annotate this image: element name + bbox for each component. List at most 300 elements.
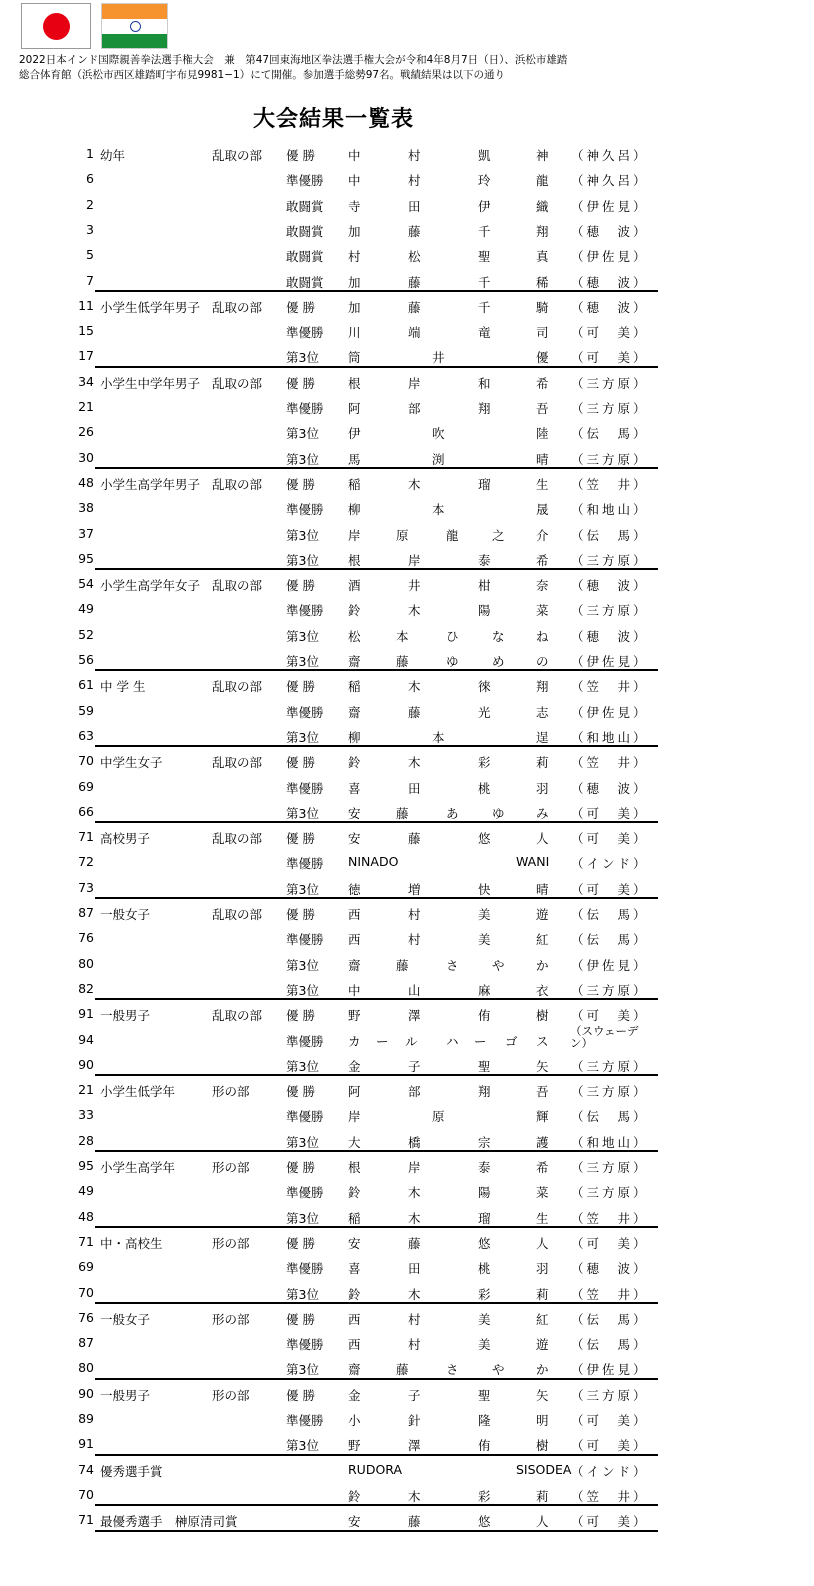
club-name: （インド） (571, 856, 649, 872)
group-divider (95, 1504, 658, 1506)
name-part: な (492, 628, 505, 644)
club-name: （穂 波） (571, 578, 649, 594)
name-part: 増 (408, 881, 421, 897)
name-part: 希 (536, 1160, 549, 1175)
club-name: （伊佐見） (571, 1362, 649, 1378)
name-part: か (536, 957, 549, 973)
club-name: （伊佐見） (571, 957, 649, 973)
club-name: （穂 波） (571, 780, 649, 796)
division: 乱取の部 (212, 299, 263, 315)
entry-number: 26 (78, 424, 94, 440)
name-part: 加 (348, 223, 361, 239)
entry-number: 94 (78, 1031, 94, 1047)
name-part: 部 (408, 1084, 421, 1100)
name-part: 之 (492, 527, 505, 543)
rank: 優 勝 (286, 1084, 315, 1100)
result-row (0, 773, 814, 798)
result-row (0, 924, 814, 949)
club-name: （可 美） (571, 1413, 649, 1428)
name-part: 阿 (348, 1084, 361, 1100)
group-divider (95, 290, 658, 292)
club-name: （三方原） (571, 1058, 649, 1074)
entry-number: 17 (78, 348, 94, 364)
result-row (0, 1051, 814, 1076)
club-name: （笠 井） (571, 1286, 649, 1302)
rank: 優 勝 (286, 755, 315, 771)
name-part: 村 (408, 907, 421, 922)
name-part: 吾 (536, 401, 549, 416)
division: 乱取の部 (212, 1008, 263, 1024)
name-part: 安 (348, 831, 361, 847)
club-name: （伝 馬） (571, 527, 649, 543)
name-part: 齋 (348, 654, 361, 669)
category: 一般男子 (100, 1387, 151, 1403)
name-part: 彩 (478, 755, 491, 771)
name-part: め (492, 654, 505, 669)
club-name: （スウェーデン） (570, 1023, 639, 1050)
division: 形の部 (212, 1084, 250, 1100)
club-name: （三方原） (571, 1084, 649, 1100)
name-part: 村 (348, 249, 361, 265)
entry-number: 69 (78, 1259, 94, 1275)
name-part: ね (536, 628, 549, 644)
name-part: 龍 (446, 527, 459, 543)
name-part: 井 (432, 350, 445, 366)
name-part: 瑠 (478, 1210, 491, 1226)
name-part: 岸 (408, 375, 421, 391)
name-part: 織 (536, 198, 549, 214)
entry-number: 71 (78, 1512, 94, 1528)
name-part: 凱 (478, 148, 491, 163)
club-name: （可 美） (571, 1514, 649, 1530)
category: 小学生低学年 (100, 1084, 176, 1100)
club-name: （和地山） (571, 1134, 649, 1150)
name-part: 衣 (536, 982, 549, 998)
result-row (0, 1228, 814, 1253)
result-row (0, 418, 814, 443)
entry-number: 21 (78, 1082, 94, 1098)
entry-number: 21 (78, 399, 94, 414)
rank: 準優勝 (286, 401, 324, 416)
result-row (0, 1177, 814, 1202)
rank: 準優勝 (286, 603, 324, 619)
name-part: 吹 (432, 426, 445, 442)
result-row (0, 1354, 814, 1379)
club-name: （神久呂） (571, 148, 649, 163)
group-divider (95, 1302, 658, 1304)
name-part: 吾 (536, 1084, 549, 1100)
name-part: カ (348, 1033, 361, 1049)
category: 中 学 生 (100, 679, 146, 695)
rank: 第3位 (286, 654, 319, 669)
category: 中学生女子 (100, 755, 163, 771)
name-part: 鈴 (348, 755, 361, 771)
club-name: （伝 馬） (571, 426, 649, 442)
entry-number: 91 (78, 1436, 94, 1452)
name-part: 莉 (536, 1488, 549, 1504)
rank: 第3位 (286, 1362, 319, 1378)
name-part: 晴 (536, 881, 549, 897)
club-name: （可 美） (571, 1008, 649, 1024)
name-part: 本 (432, 729, 445, 745)
name-part: 悠 (478, 831, 491, 847)
name-part: 藤 (408, 831, 421, 847)
entry-number: 54 (78, 576, 94, 592)
name-part: 騎 (536, 299, 549, 315)
name-part: 陽 (478, 1185, 491, 1201)
name-part: の (536, 654, 549, 669)
name-part: 光 (478, 704, 491, 720)
division: 形の部 (212, 1235, 250, 1251)
name-part: 藤 (396, 957, 409, 973)
entry-number: 74 (78, 1461, 94, 1477)
division: 乱取の部 (212, 679, 263, 695)
result-row (0, 317, 814, 342)
club-name: （笠 井） (571, 1488, 649, 1504)
category: 小学生低学年男子 (100, 299, 201, 315)
club-name: （笠 井） (571, 476, 649, 492)
name-part: 橋 (408, 1134, 421, 1150)
rank: 準優勝 (286, 1337, 324, 1353)
club-name: （インド） (571, 1463, 649, 1479)
rank: 第3位 (286, 957, 319, 973)
rank: 優 勝 (286, 1160, 315, 1175)
group-divider (95, 669, 658, 671)
entry-number: 3 (86, 221, 94, 237)
rank: 優 勝 (286, 831, 315, 847)
result-row (0, 1101, 814, 1126)
category: 小学生高学年女子 (100, 578, 201, 594)
club-name: （可 美） (571, 1438, 649, 1454)
club-name: （伊佐見） (571, 654, 649, 669)
name-part: 喜 (348, 780, 361, 796)
name-part: 西 (348, 907, 361, 922)
name-part: ハ (446, 1033, 459, 1049)
name-part: 稲 (348, 679, 361, 695)
name-part: 麻 (478, 982, 491, 998)
name-part: 村 (408, 148, 421, 163)
name-part: 生 (536, 476, 549, 492)
intro-text (19, 53, 659, 83)
name-part: 護 (536, 1134, 549, 1150)
name-part: や (492, 1362, 505, 1378)
name-part: 筒 (348, 350, 361, 366)
rank: 準優勝 (286, 780, 324, 796)
category: 優秀選手賞 (100, 1463, 163, 1479)
name-part: 馬 (348, 451, 361, 467)
entry-number: 61 (78, 677, 94, 693)
name-part: 齋 (348, 957, 361, 973)
name-part: 奈 (536, 578, 549, 594)
division: 乱取の部 (212, 907, 263, 922)
club-name: （伝 馬） (571, 1311, 649, 1327)
result-row (0, 342, 814, 367)
result-row (0, 1430, 814, 1455)
entry-number: 72 (78, 854, 94, 870)
entry-number: 76 (78, 1309, 94, 1325)
rank: 第3位 (286, 1058, 319, 1074)
result-row (0, 368, 814, 393)
result-row (0, 1000, 814, 1025)
result-row (0, 975, 814, 1000)
name-part: 莉 (536, 1286, 549, 1302)
name-part: 西 (348, 1311, 361, 1327)
group-divider (95, 1150, 658, 1152)
rank: 優 勝 (286, 578, 315, 594)
name-part: 木 (408, 1185, 421, 1201)
name-part: 藤 (408, 1514, 421, 1530)
result-row (0, 241, 814, 266)
entry-number: 82 (78, 980, 94, 996)
result-row (0, 722, 814, 747)
result-row (0, 1481, 814, 1506)
name-part: 徳 (348, 881, 361, 897)
page-title: 大会結果一覧表 (253, 107, 415, 132)
club-name: （笠 井） (571, 679, 649, 695)
entry-number: 91 (78, 1006, 94, 1022)
entry-number: 48 (78, 474, 94, 490)
division: 乱取の部 (212, 476, 263, 492)
name-part: NINADO (348, 854, 399, 870)
result-row (0, 191, 814, 216)
name-part: 田 (408, 780, 421, 796)
rank: 敢闘賞 (286, 249, 324, 265)
entry-number: 73 (78, 879, 94, 895)
rank: 優 勝 (286, 1387, 315, 1403)
name-part: 田 (408, 198, 421, 214)
club-name: （神久呂） (571, 173, 649, 189)
name-part: WANI (516, 854, 550, 870)
name-part: 喜 (348, 1261, 361, 1277)
rank: 第3位 (286, 1438, 319, 1454)
name-part: 大 (348, 1134, 361, 1150)
result-row (0, 848, 814, 873)
name-part: 泰 (478, 552, 491, 568)
result-row (0, 874, 814, 899)
name-part: 優 (536, 350, 549, 366)
rank: 準優勝 (286, 173, 324, 189)
name-part: 村 (408, 932, 421, 948)
rank: 敢闘賞 (286, 274, 324, 290)
result-row (0, 1405, 814, 1430)
name-part: 酒 (348, 578, 361, 594)
name-part: 羽 (536, 1261, 549, 1277)
result-row (0, 393, 814, 418)
name-part: 菜 (536, 1185, 549, 1201)
name-part: 神 (536, 148, 549, 163)
name-part: 千 (478, 274, 491, 290)
result-row (0, 520, 814, 545)
name-part: や (492, 957, 505, 973)
entry-number: 28 (78, 1132, 94, 1148)
rank: 準優勝 (286, 1185, 324, 1201)
result-row (0, 216, 814, 241)
name-part: 安 (348, 805, 361, 821)
entry-number: 95 (78, 550, 94, 566)
group-divider (95, 568, 658, 570)
entry-number: 38 (78, 500, 94, 516)
name-part: さ (446, 957, 459, 973)
name-part: 子 (408, 1058, 421, 1074)
name-part: 安 (348, 1235, 361, 1251)
category: 幼年 (100, 148, 126, 163)
name-part: 人 (536, 831, 549, 847)
name-part: 木 (408, 679, 421, 695)
rank: 優 勝 (286, 1235, 315, 1251)
entry-number: 5 (86, 247, 94, 263)
entry-number: 70 (78, 1486, 94, 1502)
name-part: ル (405, 1033, 418, 1049)
entry-number: 11 (78, 297, 94, 313)
club-name: （伝 馬） (571, 907, 649, 922)
result-row (0, 747, 814, 772)
name-part: 瑠 (478, 476, 491, 492)
group-divider (95, 1226, 658, 1228)
name-part: 快 (478, 881, 491, 897)
group-divider (95, 998, 658, 1000)
result-row (0, 1304, 814, 1329)
name-part: 松 (348, 628, 361, 644)
entry-number: 48 (78, 1208, 94, 1224)
rank: 第3位 (286, 451, 319, 467)
club-name: （三方原） (571, 451, 649, 467)
name-part: ー (376, 1033, 389, 1049)
entry-number: 90 (78, 1385, 94, 1401)
entry-number: 66 (78, 803, 94, 819)
rank: 準優勝 (286, 1109, 324, 1125)
name-part: 司 (536, 325, 549, 341)
category: 小学生高学年男子 (100, 476, 201, 492)
entry-number: 56 (78, 652, 94, 667)
name-part: 藤 (408, 1235, 421, 1251)
india-flag-icon (101, 3, 168, 49)
name-part: 金 (348, 1058, 361, 1074)
name-part: 本 (432, 502, 445, 518)
name-part: 翔 (478, 401, 491, 416)
rank: 優 勝 (286, 476, 315, 492)
name-part: 野 (348, 1008, 361, 1024)
club-name: （可 美） (571, 831, 649, 847)
name-part: 井 (408, 578, 421, 594)
division: 乱取の部 (212, 375, 263, 391)
name-part: 樹 (536, 1008, 549, 1024)
rank: 優 勝 (286, 907, 315, 922)
group-divider (95, 745, 658, 747)
result-row (0, 1380, 814, 1405)
name-part: 美 (478, 907, 491, 922)
rank: 第3位 (286, 805, 319, 821)
group-divider (95, 467, 658, 469)
name-part: 鈴 (348, 1286, 361, 1302)
entry-number: 6 (86, 171, 94, 187)
name-part: 鈴 (348, 1185, 361, 1201)
club-name: （三方原） (571, 401, 649, 416)
rank: 準優勝 (286, 704, 324, 720)
name-part: 美 (478, 932, 491, 948)
result-row (0, 570, 814, 595)
name-part: 千 (478, 299, 491, 315)
entry-number: 76 (78, 930, 94, 946)
name-part: 侑 (478, 1008, 491, 1024)
rank: 第3位 (286, 982, 319, 998)
name-part: 村 (408, 1337, 421, 1353)
club-name: （伊佐見） (571, 704, 649, 720)
division: 形の部 (212, 1311, 250, 1327)
category: 中・高校生 (100, 1235, 163, 1251)
name-part: 木 (408, 603, 421, 619)
rank: 第3位 (286, 527, 319, 543)
result-row (0, 267, 814, 292)
entry-number: 33 (78, 1107, 94, 1123)
result-row (0, 1127, 814, 1152)
name-part: 伊 (348, 426, 361, 442)
group-divider (95, 366, 658, 368)
group-divider (95, 821, 658, 823)
name-part: 柳 (348, 502, 361, 518)
result-row (0, 899, 814, 924)
result-row (0, 1203, 814, 1228)
club-name: （笠 井） (571, 755, 649, 771)
name-part: 聖 (478, 1058, 491, 1074)
rank: 第3位 (286, 1286, 319, 1302)
club-name: （穂 波） (571, 223, 649, 239)
name-part: 子 (408, 1387, 421, 1403)
name-part: 藤 (408, 704, 421, 720)
club-name: （可 美） (571, 805, 649, 821)
name-part: 彩 (478, 1488, 491, 1504)
name-part: 村 (408, 173, 421, 189)
result-row (0, 1456, 814, 1481)
rank: 第3位 (286, 426, 319, 442)
club-name: （可 美） (571, 1235, 649, 1251)
name-part: 金 (348, 1387, 361, 1403)
division: 乱取の部 (212, 755, 263, 771)
club-name: （穂 波） (571, 299, 649, 315)
result-row (0, 444, 814, 469)
name-part: 安 (348, 1514, 361, 1530)
name-part: か (536, 1362, 549, 1378)
club-name: （三方原） (571, 1160, 649, 1175)
entry-number: 34 (78, 373, 94, 389)
category: 最優秀選手 榊原清司賞 (100, 1514, 238, 1530)
results-table (0, 140, 814, 1530)
name-part: ス (536, 1033, 549, 1049)
name-part: ゆ (492, 805, 505, 821)
club-name: （穂 波） (571, 274, 649, 290)
name-part: ゴ (505, 1033, 518, 1049)
entry-number: 15 (78, 323, 94, 339)
result-row (0, 798, 814, 823)
entry-number: 71 (78, 1233, 94, 1249)
name-part: 根 (348, 1160, 361, 1175)
name-part: 中 (348, 982, 361, 998)
name-part: 藤 (408, 299, 421, 315)
category: 小学生高学年 (100, 1160, 176, 1175)
club-name: （伝 馬） (571, 1109, 649, 1125)
name-part: 羽 (536, 780, 549, 796)
rank: 優 勝 (286, 1008, 315, 1024)
intro-line-1: 2022日本インド国際親善拳法選手権大会 兼 第47回東海地区拳法選手権大会が令和4年8月7日（日）、浜松市雄踏 (19, 54, 568, 66)
name-part: RUDORA (348, 1461, 403, 1477)
entry-number: 87 (78, 905, 94, 920)
name-part: 希 (536, 375, 549, 391)
name-part: SISODEA (516, 1461, 572, 1477)
name-part: 本 (396, 628, 409, 644)
name-part: 寺 (348, 198, 361, 214)
club-name: （三方原） (571, 375, 649, 391)
result-row (0, 1279, 814, 1304)
entry-number: 89 (78, 1411, 94, 1426)
